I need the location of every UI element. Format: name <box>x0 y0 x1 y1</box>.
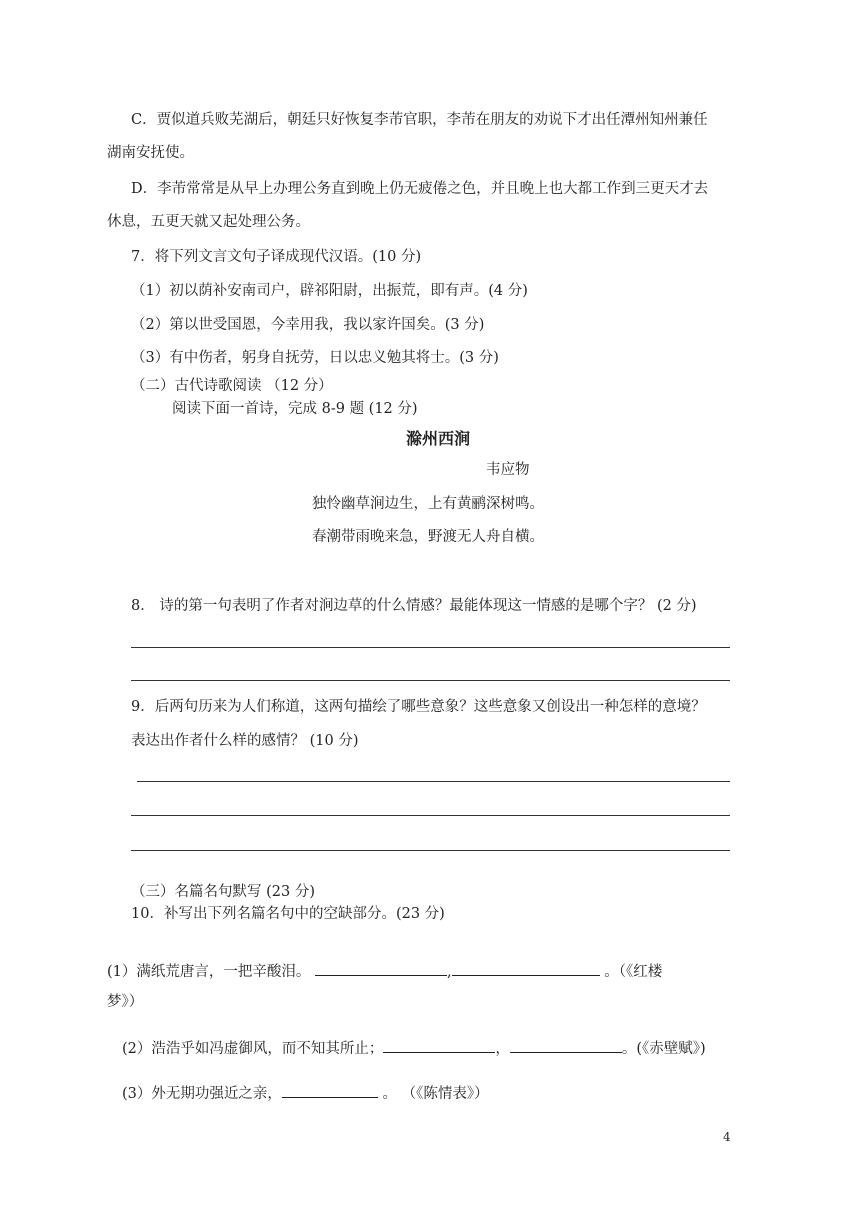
q10-item-2-comma: ， <box>495 1041 510 1057</box>
q8-text: 8． 诗的第一句表明了作者对涧边草的什么情感？最能体现这一情感的是哪个字？ (2 分) <box>131 598 697 614</box>
q7-heading: 7．将下列文言文句子译成现代汉语。(10 分) <box>131 249 422 265</box>
q10-item-1-blank-1[interactable] <box>315 961 447 976</box>
section-3-heading: （三）名篇名句默写 (23 分) <box>131 884 315 900</box>
q10-item-1 <box>107 961 662 981</box>
section-2-intro: 阅读下面一首诗，完成 8-9 题 (12 分) <box>172 401 418 417</box>
q10-item-3-prompt: (3）外无期功强近之亲， <box>122 1086 282 1102</box>
q9-answer-line-1[interactable] <box>137 781 730 782</box>
poem-title: 滁州西涧 <box>406 429 471 448</box>
option-c-line2: 湖南安抚使。 <box>107 145 194 161</box>
q9-line-1: 9．后两句历来为人们称道，这两句描绘了哪些意象？这些意象又创设出一种怎样的意境？ <box>131 699 706 715</box>
q10-item-2-source: 。(《赤壁赋》) <box>621 1041 706 1057</box>
q9-answer-line-3[interactable] <box>131 850 730 851</box>
q10-item-3-source: 。 （《陈情表》） <box>377 1086 489 1102</box>
q10-heading: 10．补写出下列名篇名句中的空缺部分。(23 分) <box>131 906 445 922</box>
page-number: 4 <box>723 1130 731 1144</box>
q10-item-1-prompt: (1）满纸荒唐言，一把辛酸泪。 <box>107 964 311 980</box>
poem-line-2: 春潮带雨晚来急，野渡无人舟自横。 <box>312 529 544 545</box>
q9-line-2: 表达出作者什么样的感情？ (10 分) <box>131 733 359 749</box>
q10-item-1-source: 。（《红楼 <box>604 964 663 980</box>
q10-item-2-blank-2[interactable] <box>510 1038 622 1053</box>
q10-item-2-blank-1[interactable] <box>383 1038 495 1053</box>
q10-item-3 <box>122 1083 489 1103</box>
q7-sentence-1: （1）初以荫补安南司户，辟祁阳尉，出振荒，即有声。(4 分) <box>131 283 528 299</box>
q7-sentence-3: （3）有中伤者，躬身自抚劳，日以忠义勉其将士。(3 分) <box>131 350 499 366</box>
option-c-line1: C．贾似道兵败芜湖后，朝廷只好恢复李芾官职，李芾在朋友的劝说下才出任潭州知州兼任 <box>131 112 708 128</box>
poem-author: 韦应物 <box>486 462 530 478</box>
q7-sentence-2: （2）第以世受国恩，今幸用我，我以家许国矣。(3 分) <box>131 317 485 333</box>
q10-item-1-source-cont: 梦》） <box>107 994 144 1010</box>
q8-answer-line-1[interactable] <box>131 647 730 648</box>
q10-item-1-blank-2[interactable] <box>452 961 600 976</box>
q10-item-2 <box>122 1038 706 1058</box>
poem-line-1: 独怜幽草涧边生，上有黄鹂深树鸣。 <box>312 496 544 512</box>
q8-answer-line-2[interactable] <box>131 680 730 681</box>
q9-answer-line-2[interactable] <box>131 815 730 816</box>
q10-item-3-blank-1[interactable] <box>282 1083 378 1098</box>
section-2-heading: （二）古代诗歌阅读 （12 分） <box>131 378 333 394</box>
q10-item-2-prompt: (2）浩浩乎如冯虚御风，而不知其所止； <box>122 1041 384 1057</box>
option-d-line1: D．李芾常常是从早上办理公务直到晚上仍无疲倦之色，并且晚上也大都工作到三更天才去 <box>131 181 709 197</box>
option-d-line2: 休息，五更天就又起处理公务。 <box>107 214 310 230</box>
q10-item-1-comma: , <box>447 964 452 980</box>
